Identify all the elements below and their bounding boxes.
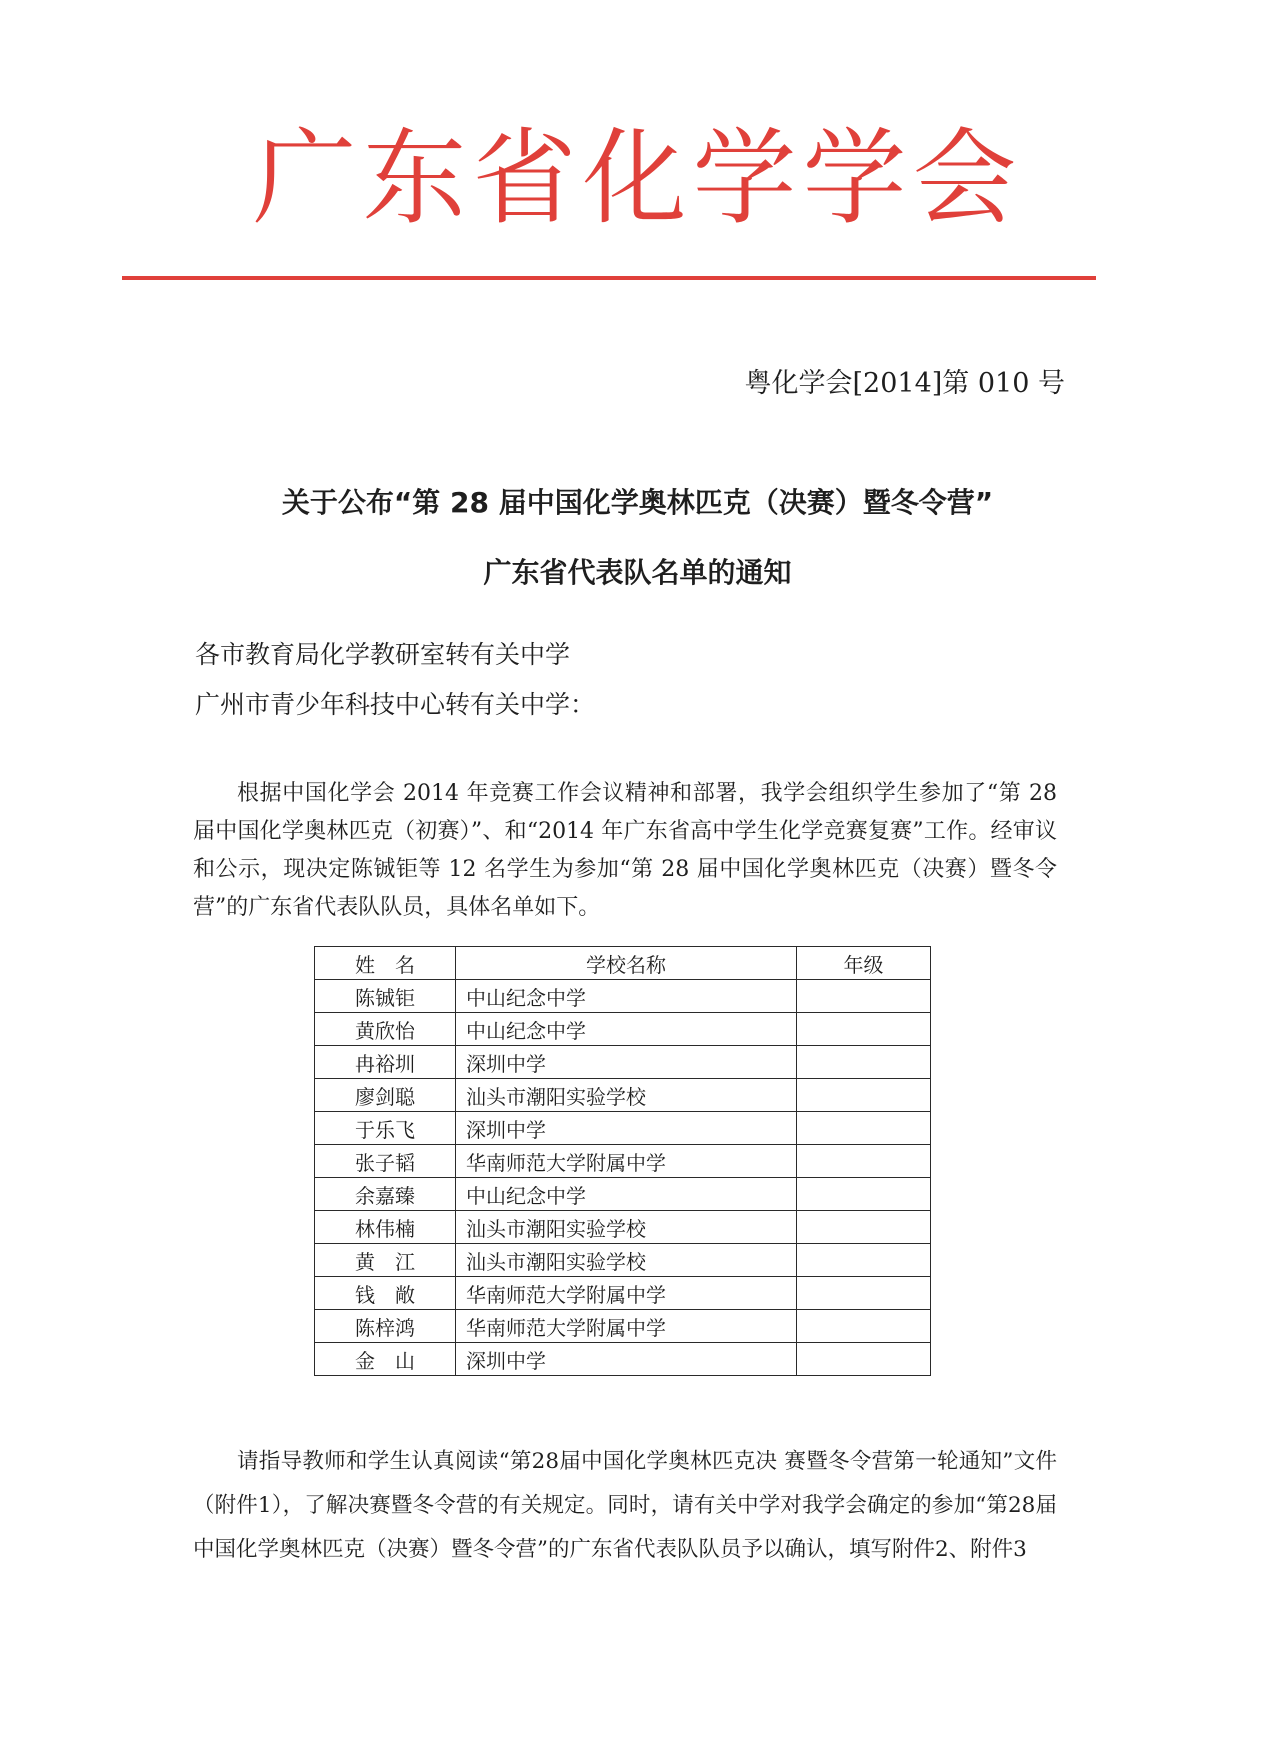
student-name-cell: 钱 敞 xyxy=(315,1277,456,1310)
notice-title-line-1: 关于公布“第 28 届中国化学奥林匹克（决赛）暨冬令营” xyxy=(281,486,994,519)
school-name-cell: 汕头市潮阳实验学校 xyxy=(456,1244,797,1277)
recipient-line-1: 各市教育局化学教研室转有关中学 xyxy=(195,640,571,669)
header-name: 姓 名 xyxy=(315,947,456,980)
student-name-cell: 陈梓鸿 xyxy=(315,1310,456,1343)
grade-cell xyxy=(797,1013,931,1046)
table-header-row xyxy=(315,947,931,980)
table-row xyxy=(315,1079,931,1112)
student-name-cell: 冉裕圳 xyxy=(315,1046,456,1079)
grade-cell xyxy=(797,1079,931,1112)
recipient-line-2: 广州市青少年科技中心转有关中学： xyxy=(195,690,596,719)
table-row xyxy=(315,980,931,1013)
table-row xyxy=(315,1145,931,1178)
table-body xyxy=(315,980,931,1376)
grade-cell xyxy=(797,980,931,1013)
school-name-cell: 中山纪念中学 xyxy=(456,980,797,1013)
grade-cell xyxy=(797,1211,931,1244)
body-paragraph-2: 请指导教师和学生认真阅读“第28届中国化学奥林匹克决 赛暨冬令营第一轮通知”文件（附件1），了解决赛暨冬令营的有关规定。同时，请有关中学对我学会确定的参加“第28届中国化学奥林匹克（决赛）暨冬令营”的广东省代表队队员予以确认，填写附件2、附件3 xyxy=(193,1449,1057,1562)
school-name-cell: 中山纪念中学 xyxy=(456,1013,797,1046)
school-name-cell: 华南师范大学附属中学 xyxy=(456,1310,797,1343)
header-school: 学校名称 xyxy=(456,947,797,980)
student-name-cell: 林伟楠 xyxy=(315,1211,456,1244)
grade-cell xyxy=(797,1178,931,1211)
table-row xyxy=(315,1178,931,1211)
school-name-cell: 中山纪念中学 xyxy=(456,1178,797,1211)
grade-cell xyxy=(797,1046,931,1079)
body-paragraph-1: 根据中国化学会 2014 年竞赛工作会议精神和部署，我学会组织学生参加了“第 28 届中国化学奥林匹克（初赛）”、和“2014 年广东省高中学生化学竞赛复赛”工作。经审议和公示，现决定陈铖钜等 12 名学生为参加“第 28 届中国化学奥林匹克（决赛）暨冬令营”的广东省代表队队员，具体名单如下。 xyxy=(193,781,1057,920)
student-name-cell: 廖剑聪 xyxy=(315,1079,456,1112)
grade-cell xyxy=(797,1343,931,1376)
table-row xyxy=(315,1211,931,1244)
letterhead-title: 广东省化学学会 xyxy=(252,117,1023,239)
table-row xyxy=(315,1343,931,1376)
grade-cell xyxy=(797,1310,931,1343)
school-name-cell: 深圳中学 xyxy=(456,1112,797,1145)
team-roster-table xyxy=(314,946,931,1376)
school-name-cell: 深圳中学 xyxy=(456,1343,797,1376)
table-row xyxy=(315,1013,931,1046)
student-name-cell: 于乐飞 xyxy=(315,1112,456,1145)
grade-cell xyxy=(797,1277,931,1310)
grade-cell xyxy=(797,1145,931,1178)
school-name-cell: 汕头市潮阳实验学校 xyxy=(456,1211,797,1244)
school-name-cell: 华南师范大学附属中学 xyxy=(456,1145,797,1178)
school-name-cell: 华南师范大学附属中学 xyxy=(456,1277,797,1310)
student-name-cell: 黄欣怡 xyxy=(315,1013,456,1046)
notice-title-line-2: 广东省代表队名单的通知 xyxy=(483,556,792,589)
student-name-cell: 陈铖钜 xyxy=(315,980,456,1013)
table-row xyxy=(315,1112,931,1145)
student-name-cell: 金 山 xyxy=(315,1343,456,1376)
table-row xyxy=(315,1277,931,1310)
school-name-cell: 汕头市潮阳实验学校 xyxy=(456,1079,797,1112)
student-name-cell: 张子韬 xyxy=(315,1145,456,1178)
grade-cell xyxy=(797,1244,931,1277)
letterhead-divider xyxy=(122,276,1096,280)
grade-cell xyxy=(797,1112,931,1145)
table-row xyxy=(315,1046,931,1079)
table-row xyxy=(315,1310,931,1343)
table-row xyxy=(315,1244,931,1277)
document-number: 粤化学会[2014]第 010 号 xyxy=(744,368,1065,399)
student-name-cell: 黄 江 xyxy=(315,1244,456,1277)
header-grade: 年级 xyxy=(797,947,931,980)
school-name-cell: 深圳中学 xyxy=(456,1046,797,1079)
student-name-cell: 余嘉臻 xyxy=(315,1178,456,1211)
